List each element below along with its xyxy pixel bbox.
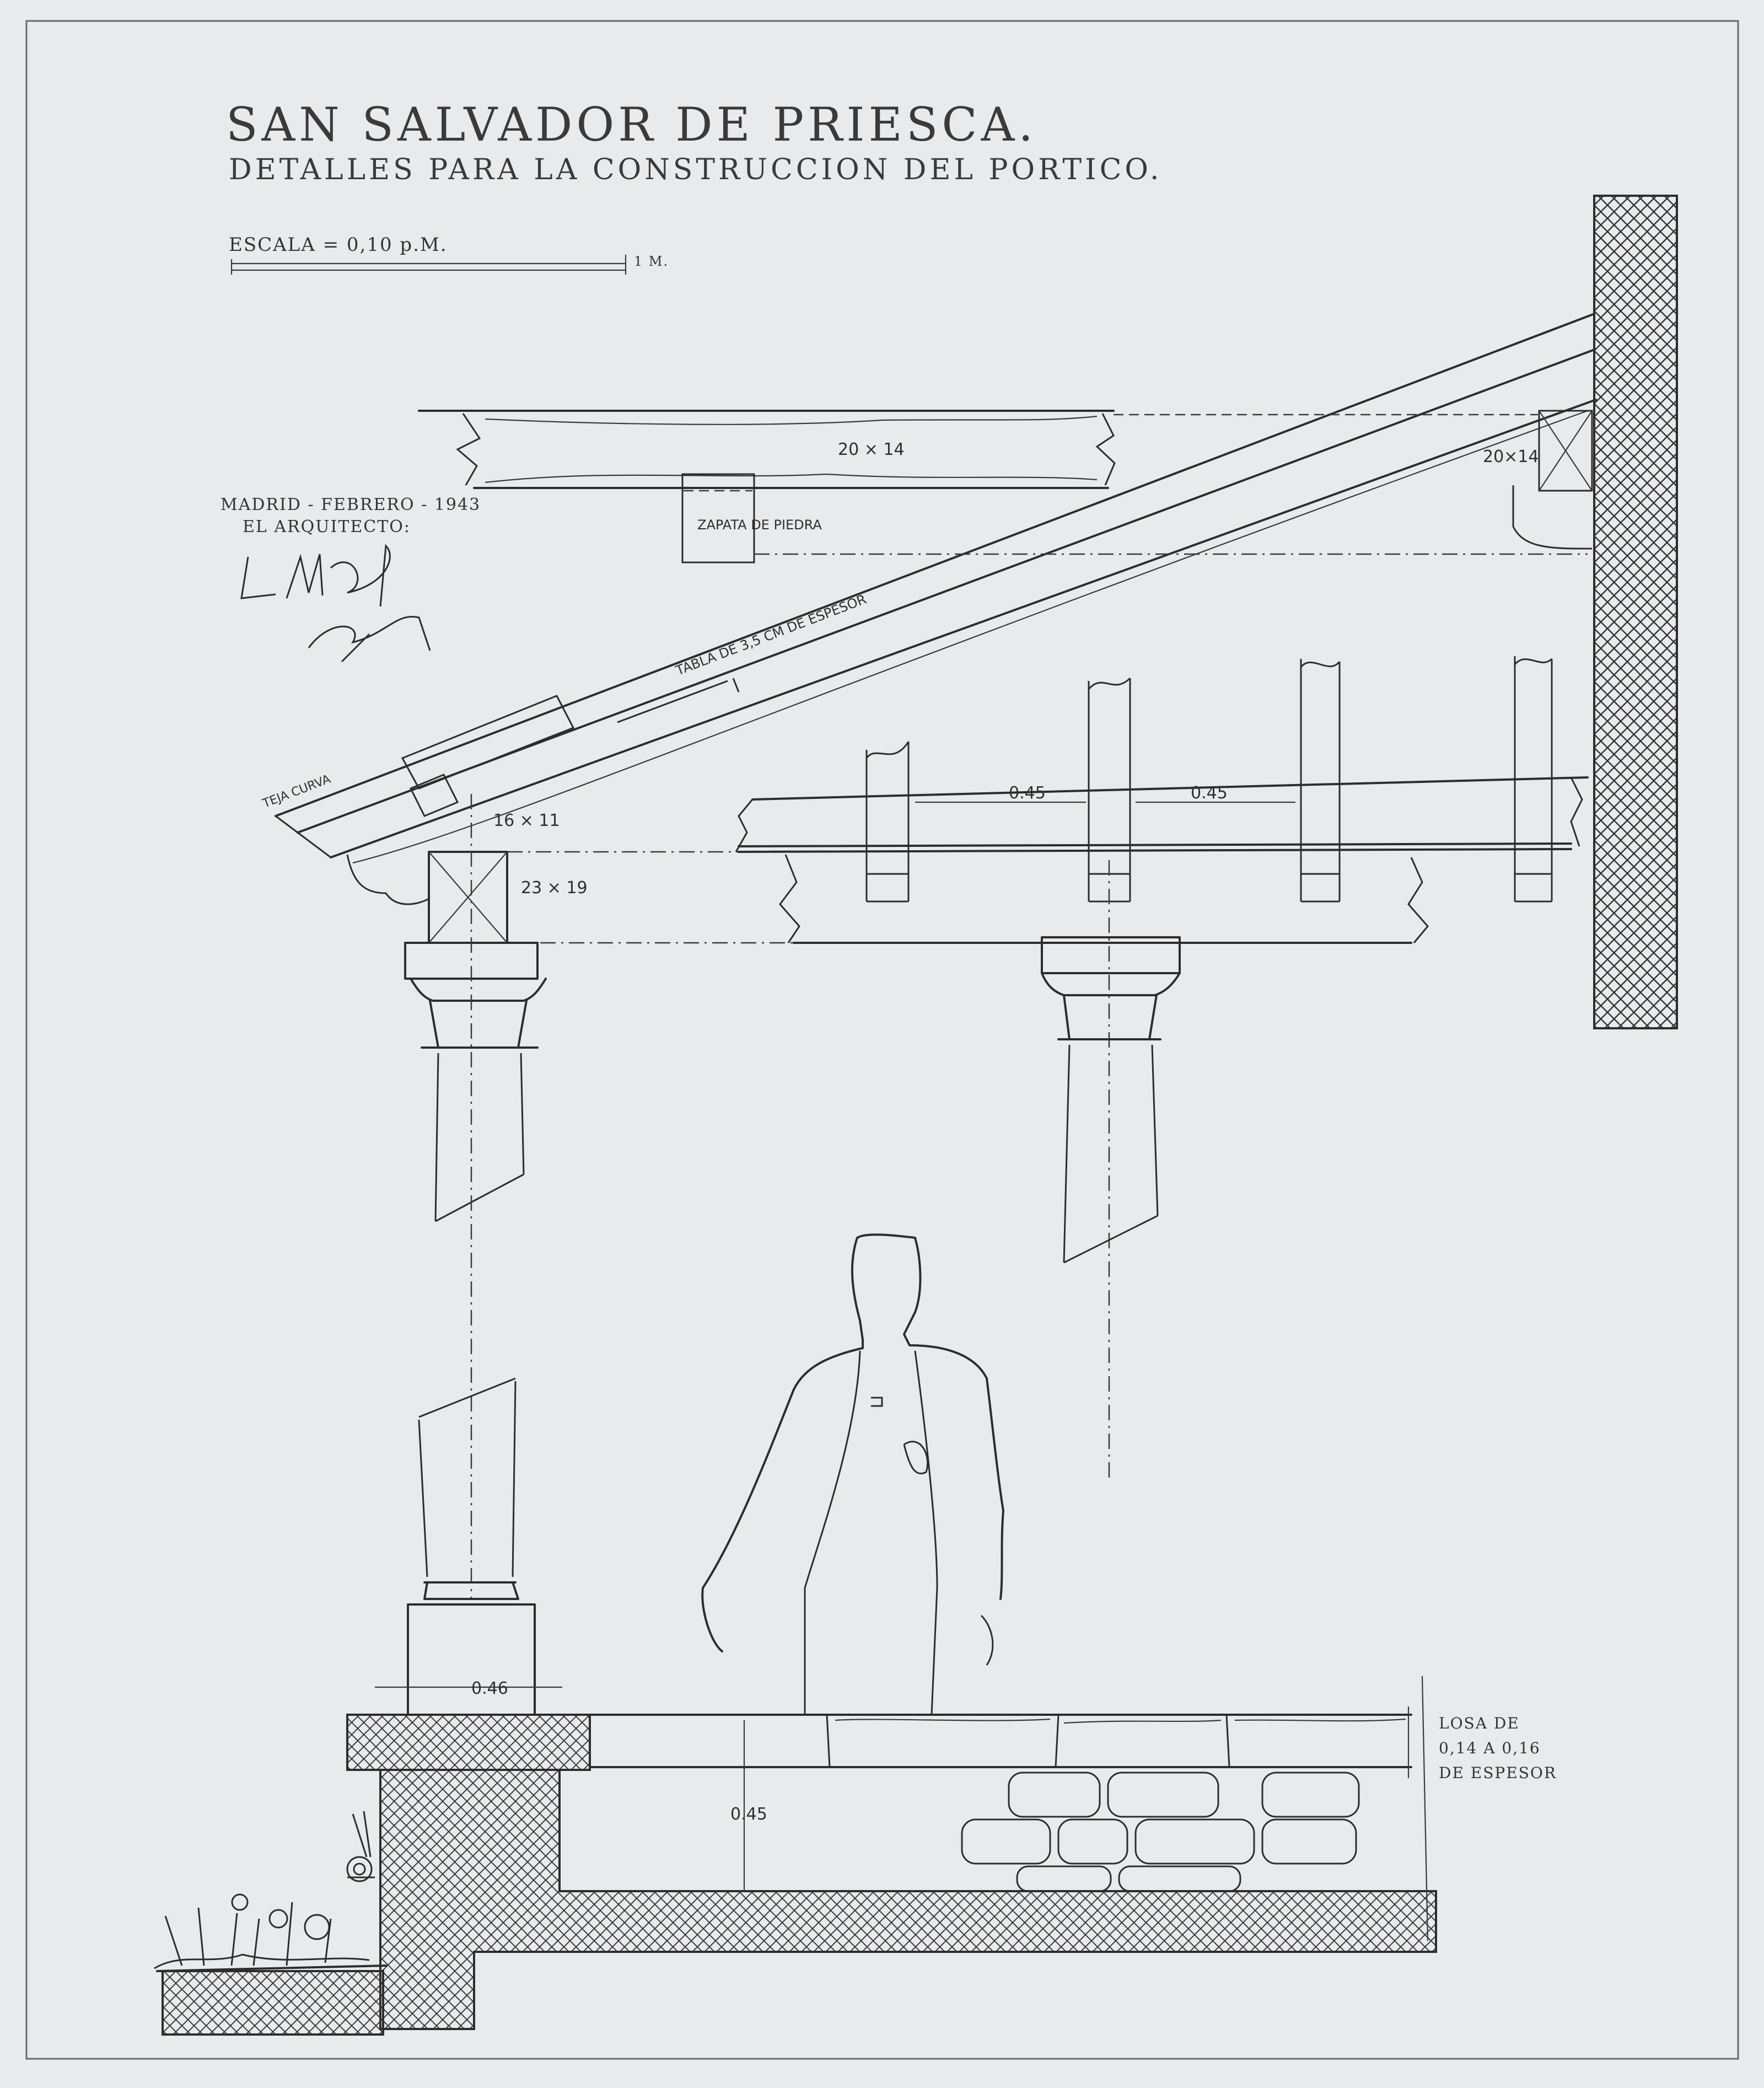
foundation	[157, 1770, 1436, 2035]
label-post: 23 × 19	[521, 878, 588, 898]
label-span-a: 0.45	[1009, 783, 1046, 803]
scale-end-label: 1 M.	[634, 254, 669, 269]
label-beam-wall: 20×14	[1483, 447, 1539, 466]
architect-signature	[241, 546, 430, 662]
signature-role: EL ARQUITECTO:	[243, 517, 411, 536]
stone-slab	[347, 1715, 1411, 1770]
plants-snail-sketch	[154, 1811, 375, 1968]
label-beam-top: 20 × 14	[838, 440, 905, 459]
label-teja-curva: TEJA CURVA	[261, 772, 333, 811]
roof-rafter	[276, 314, 1596, 863]
scale-label: ESCALA = 0,10 p.M.	[229, 234, 448, 256]
label-tabla: TABLA DE 3,5 CM DE ESPESOR	[674, 591, 869, 679]
label-base-width: 0.46	[471, 1679, 508, 1698]
label-rafter: 16 × 11	[493, 811, 560, 830]
drawing-title: SAN SALVADOR DE PRIESCA.	[226, 98, 1037, 152]
post-left	[347, 852, 537, 979]
wall-beam	[1513, 411, 1592, 549]
losa-note-line3: DE ESPESOR	[1439, 1764, 1557, 1782]
masonry-wall	[1594, 196, 1677, 1028]
column-base	[375, 1378, 562, 1715]
drawing-subtitle: DETALLES PARA LA CONSTRUCCION DEL PORTICO.	[229, 153, 1163, 186]
label-span-b: 0.45	[1191, 783, 1228, 803]
column-right	[1042, 937, 1180, 1263]
losa-note-line1: LOSA DE	[1439, 1714, 1520, 1732]
human-scale-figure	[702, 1234, 1003, 1715]
column-left	[411, 794, 546, 1599]
roof-tiles	[402, 678, 739, 816]
label-zapata: ZAPATA DE PIEDRA	[697, 517, 822, 533]
losa-note-line2: 0,14 A 0,16	[1439, 1739, 1541, 1757]
label-foundation-depth: 0.45	[730, 1805, 767, 1824]
signature-place-date: MADRID - FEBRERO - 1943	[220, 495, 481, 514]
masonry-stones	[962, 1773, 1359, 1891]
scale-bar	[232, 255, 626, 275]
upper-beam	[419, 411, 1115, 562]
